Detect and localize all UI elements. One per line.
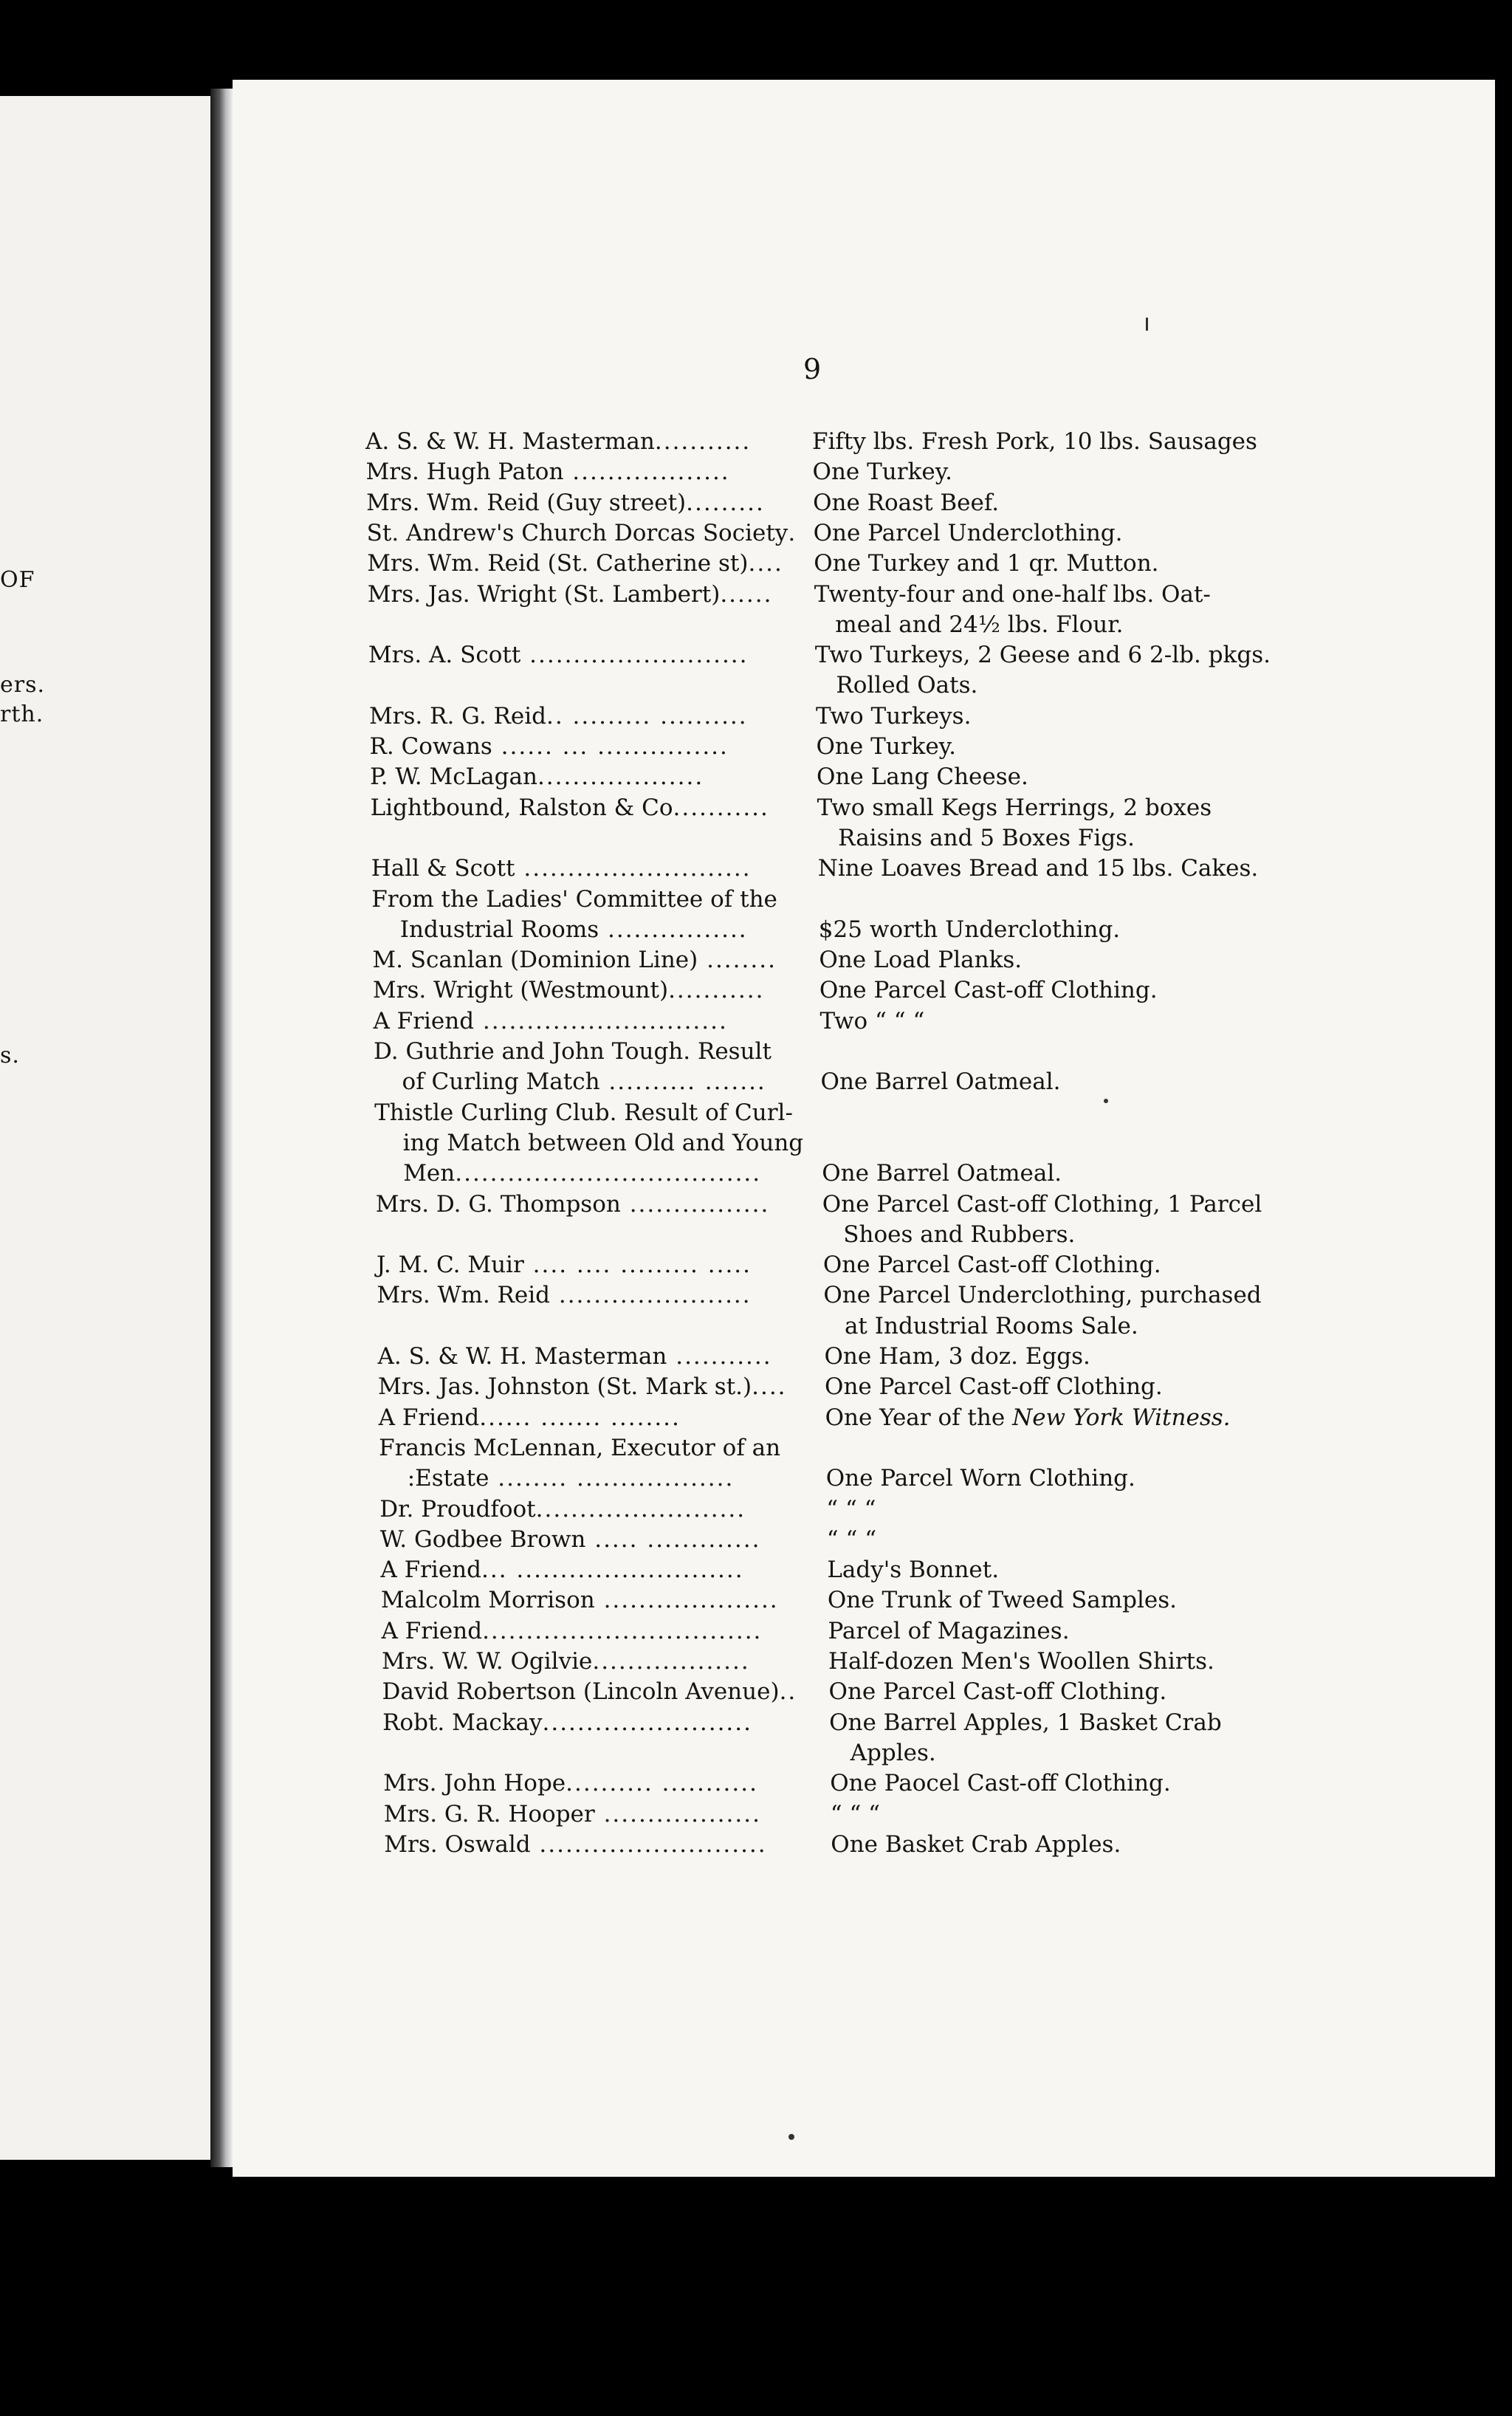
donation-item-text: “ “ “ <box>830 1800 881 1828</box>
donor-name: :Estate <box>407 1465 489 1492</box>
donor-name: A. S. & W. H. Masterman <box>365 428 655 455</box>
dot-leader: .......... ....... <box>599 1068 766 1096</box>
donor-name: Malcolm Morrison <box>380 1587 595 1614</box>
dot-leader: ......................... <box>520 642 749 669</box>
donor-name: A. S. & W. H. Masterman <box>377 1343 667 1370</box>
donation-item-text: One Parcel Cast-off Clothing. <box>828 1678 1167 1706</box>
donation-item-text: Twenty-four and one-half lbs. Oat- <box>814 580 1211 608</box>
donation-entry <box>374 1037 772 1066</box>
dot-leader: ........... <box>654 428 752 455</box>
donation-item <box>814 518 1123 548</box>
dot-leader: ........... <box>673 794 769 821</box>
donation-item-text: One Turkey and 1 qr. Mutton. <box>814 550 1159 577</box>
donation-item <box>819 945 1022 975</box>
donation-item-text: Two small Kegs Herrings, 2 boxes <box>817 794 1212 821</box>
donation-entry <box>365 427 751 456</box>
donation-item <box>830 1768 1171 1798</box>
donation-item <box>817 762 1028 792</box>
donation-item <box>822 1159 1062 1188</box>
donor-name: Francis McLennan, Executor of an <box>379 1434 781 1461</box>
donor-name: Mrs. John Hope <box>383 1770 566 1797</box>
donation-entry <box>381 1616 762 1646</box>
donation-entry <box>371 793 769 823</box>
donation-item-text: Fifty lbs. Fresh Pork, 10 lbs. Sausages <box>812 428 1257 455</box>
donation-item <box>821 1067 1061 1097</box>
donation-item-text: One Load Planks. <box>819 947 1023 974</box>
donor-name: Mrs. Jas. Wright (St. Lambert) <box>367 580 721 608</box>
donation-item <box>827 1555 999 1585</box>
donation-item-text: One Parcel Worn Clothing. <box>825 1465 1135 1492</box>
dot-leader: .......... ........... <box>566 1770 758 1797</box>
donation-item <box>813 457 952 487</box>
donation-item-italic: New York Witness. <box>1012 1404 1231 1431</box>
donation-entry <box>403 1128 804 1158</box>
donation-entry <box>379 1403 681 1432</box>
dot-leader: ................................ <box>482 1617 763 1644</box>
donation-entry <box>384 1830 766 1859</box>
donation-item <box>817 793 1212 823</box>
dot-leader: ................ <box>599 916 748 943</box>
dot-leader: .................. <box>592 1648 750 1675</box>
donation-item-text: One Parcel Cast-off Clothing. <box>825 1373 1163 1401</box>
dot-leader: ..... ............. <box>585 1526 761 1553</box>
donation-item <box>825 1342 1090 1371</box>
donation-item <box>817 732 956 761</box>
donation-entry <box>383 1768 758 1798</box>
donor-name: Mrs. Jas. Johnston (St. Mark st.) <box>378 1373 752 1401</box>
ink-speck <box>1146 318 1148 331</box>
donation-item-text: “ “ “ <box>826 1495 876 1523</box>
donor-name: A Friend <box>373 1007 475 1034</box>
donation-entry <box>367 518 797 548</box>
donation-item <box>815 640 1271 670</box>
donation-entry <box>382 1708 752 1737</box>
dot-leader: ........ <box>698 947 777 974</box>
donation-entry <box>380 1525 761 1554</box>
donation-entry <box>377 1280 751 1310</box>
donation-entry <box>376 1190 770 1219</box>
dot-leader: ... .......................... <box>481 1557 744 1584</box>
dot-leader: ...... ....... ........ <box>479 1404 681 1431</box>
left-page-edge <box>0 96 210 2160</box>
donor-name: Mrs. Hugh Paton <box>365 459 564 486</box>
donor-name: Mrs. Wm. Reid (St. Catherine st) <box>367 550 749 577</box>
donor-name: Mrs. Wright (Westmount) <box>372 977 669 1004</box>
donation-entry <box>366 488 765 518</box>
donation-entry <box>377 1250 752 1280</box>
donor-name: Mrs. A. Scott <box>368 642 521 669</box>
ink-speck <box>788 2134 794 2140</box>
donor-name: ing Match between Old and Young <box>402 1129 804 1156</box>
donation-item <box>819 975 1158 1005</box>
donation-item <box>823 1280 1261 1310</box>
donor-name: Mrs. Wm. Reid <box>377 1282 550 1309</box>
donor-name: Dr. Proudfoot <box>379 1495 536 1523</box>
donation-entry <box>379 1433 780 1463</box>
donor-name: Robt. Mackay <box>382 1709 543 1736</box>
donor-name: Mrs. R. G. Reid <box>368 702 546 730</box>
donation-item-text: Parcel of Magazines. <box>828 1617 1070 1644</box>
donation-item-text: One Barrel Apples, 1 Basket Crab <box>829 1709 1222 1736</box>
donor-name: Men <box>403 1160 456 1187</box>
donor-name: Mrs. Wm. Reid (Guy street) <box>366 489 687 516</box>
donation-item <box>828 1647 1214 1676</box>
donation-item <box>822 1190 1262 1219</box>
donation-item-continuation: meal and 24½ lbs. Flour. <box>835 611 1124 638</box>
ink-speck <box>1104 1099 1108 1103</box>
dot-leader: ............................ <box>474 1007 728 1034</box>
donation-entry <box>367 549 783 578</box>
donation-entry <box>382 1677 797 1706</box>
donor-name: Lightbound, Ralston & Co <box>370 794 673 821</box>
donor-name: A Friend <box>380 1557 481 1584</box>
donation-entry <box>371 854 752 883</box>
dot-leader: .......................... <box>530 1830 767 1858</box>
donation-item-continuation: Apples. <box>850 1739 936 1766</box>
donation-item-text: One Ham, 3 doz. Eggs. <box>824 1343 1090 1370</box>
donation-item <box>812 427 1257 456</box>
donor-name: P. W. McLagan <box>370 763 537 791</box>
donor-name: M. Scanlan (Dominion Line) <box>372 947 698 974</box>
donation-item-text: One Basket Crab Apples. <box>831 1830 1121 1858</box>
dot-leader: ........................ <box>542 1709 752 1736</box>
donation-item-text: One Parcel Cast-off Clothing. <box>822 1252 1161 1279</box>
donation-item-text: One Roast Beef. <box>813 489 1000 516</box>
dot-leader: ........ .................. <box>489 1465 735 1492</box>
dot-leader: .... .... ......... ..... <box>523 1252 752 1279</box>
dot-leader: ................ <box>620 1190 770 1218</box>
donation-item <box>814 549 1158 578</box>
donation-entry <box>374 1098 793 1128</box>
donation-item <box>827 1525 876 1554</box>
dot-leader: .......................... <box>515 855 752 882</box>
donation-item-text: One Turkey. <box>812 459 952 486</box>
donation-item-continuation: at Industrial Rooms Sale. <box>844 1312 1138 1339</box>
donation-item <box>829 1677 1167 1706</box>
donation-item-text: Lady's Bonnet. <box>827 1557 1000 1584</box>
donation-entry <box>369 701 748 731</box>
dot-leader: . <box>788 519 797 546</box>
dot-leader: ........................ <box>535 1495 746 1523</box>
donor-name: of Curling Match <box>402 1068 600 1096</box>
donation-item <box>825 1372 1163 1401</box>
donation-entry <box>373 975 765 1005</box>
donation-item <box>831 1830 1121 1859</box>
donation-item <box>816 701 972 731</box>
donation-item-text: Half-dozen Men's Woollen Shirts. <box>828 1648 1214 1675</box>
donation-entry <box>370 732 729 761</box>
dot-leader: .. ......... .......... <box>546 702 748 730</box>
donation-entry <box>408 1463 735 1493</box>
donation-item-text: Two “ “ “ <box>819 1007 925 1034</box>
donation-item <box>831 1799 880 1829</box>
dot-leader: .................... <box>594 1587 779 1614</box>
donation-entry <box>379 1494 746 1524</box>
donation-entry <box>384 1799 761 1829</box>
donation-item-text: One Parcel Underclothing. <box>813 519 1123 546</box>
page-number: 9 <box>803 353 822 385</box>
donor-name: Mrs. W. W. Ogilvie <box>382 1648 593 1675</box>
donation-entry <box>368 640 749 670</box>
donation-entry <box>372 945 777 975</box>
donation-item-continuation: Rolled Oats. <box>836 672 978 699</box>
donor-name: David Robertson (Lincoln Avenue) <box>382 1678 780 1706</box>
dot-leader: ................... <box>537 763 704 791</box>
donation-item <box>826 1494 876 1524</box>
donor-name: Mrs. D. G. Thompson <box>375 1190 621 1218</box>
donation-item <box>819 915 1120 944</box>
donation-item-text: One Year of the <box>825 1404 1013 1431</box>
donor-name: Industrial Rooms <box>399 916 599 943</box>
donation-item <box>813 488 999 518</box>
donation-entry <box>378 1372 787 1401</box>
donation-item <box>826 1463 1135 1493</box>
dot-leader: .................. <box>594 1800 761 1828</box>
donation-item-text: One Trunk of Tweed Samples. <box>827 1587 1178 1614</box>
donation-item-text: Nine Loaves Bread and 15 lbs. Cakes. <box>817 855 1259 882</box>
donor-name: St. Andrew's Church Dorcas Society <box>366 519 788 546</box>
donation-item-text: Two Turkeys, 2 Geese and 6 2-lb. pkgs. <box>814 642 1271 669</box>
dot-leader: ................................... <box>455 1160 762 1187</box>
donation-item <box>825 1403 1231 1432</box>
donation-item <box>828 1585 1177 1615</box>
donor-name: R. Cowans <box>369 733 492 760</box>
donation-item-text: Two Turkeys. <box>815 702 972 730</box>
donation-entry <box>368 580 773 609</box>
donation-entry <box>402 1067 766 1097</box>
donation-item <box>814 580 1211 609</box>
left-page-fragment: ers. <box>0 672 46 698</box>
donation-item-text: One Parcel Underclothing, purchased <box>823 1282 1262 1309</box>
dot-leader: ........... <box>667 1343 772 1370</box>
donation-item-text: “ “ “ <box>826 1526 877 1553</box>
donation-item <box>818 854 1259 883</box>
donation-item-text: One Barrel Oatmeal. <box>820 1068 1061 1096</box>
donation-item-text: One Paocel Cast-off Clothing. <box>830 1770 1171 1797</box>
donation-entry <box>381 1585 779 1615</box>
donor-name: Mrs. G. R. Hooper <box>383 1800 595 1828</box>
donation-entry <box>373 1006 727 1036</box>
donation-item-text: One Parcel Cast-off Clothing. <box>819 977 1158 1004</box>
donation-item-continuation: Shoes and Rubbers. <box>843 1221 1076 1248</box>
dot-leader: ...................... <box>549 1282 752 1309</box>
donor-name: Thistle Curling Club. Result of Curl- <box>374 1099 793 1126</box>
donation-item <box>829 1708 1222 1737</box>
donor-name: A Friend <box>378 1404 480 1431</box>
donation-item-text: One Barrel Oatmeal. <box>822 1160 1062 1187</box>
left-page-fragment: rth. <box>0 701 44 727</box>
donation-entry <box>403 1159 761 1188</box>
dot-leader: .... <box>748 550 783 577</box>
donor-name: W. Godbee Brown <box>379 1526 586 1553</box>
donation-item-text: $25 worth Underclothing. <box>818 916 1121 943</box>
dot-leader: ...... <box>720 580 773 608</box>
dot-leader: .................. <box>563 459 730 486</box>
donation-entry <box>378 1342 772 1371</box>
dot-leader: .... <box>752 1373 787 1401</box>
donation-entry <box>380 1555 743 1585</box>
donation-item-text: One Turkey. <box>816 733 956 760</box>
donation-entry <box>366 457 730 487</box>
donation-item-text: One Parcel Cast-off Clothing, 1 Parcel <box>822 1190 1262 1218</box>
donation-item <box>823 1250 1161 1280</box>
donation-item <box>819 1006 924 1036</box>
dot-leader: ...... ... ............... <box>492 733 729 760</box>
donation-entry <box>370 762 704 792</box>
donation-item-text: One Lang Cheese. <box>817 763 1028 791</box>
dot-leader: ........... <box>668 977 765 1004</box>
book-gutter <box>210 89 233 2167</box>
donor-name: J. M. C. Muir <box>376 1252 524 1279</box>
donation-entry <box>400 915 748 944</box>
dot-leader: .. <box>779 1678 797 1706</box>
donor-name: Mrs. Oswald <box>384 1830 531 1858</box>
donor-name: A Friend <box>381 1617 483 1644</box>
donor-name: D. Guthrie and John Tough. Result <box>374 1038 772 1065</box>
left-page-fragment: OF <box>0 567 35 593</box>
left-page-fragment: s. <box>0 1043 20 1068</box>
dot-leader: ......... <box>686 489 765 516</box>
donation-item <box>828 1616 1069 1646</box>
donation-entry <box>382 1647 750 1676</box>
donation-entry <box>371 885 777 914</box>
donor-name: Hall & Scott <box>371 855 515 882</box>
donation-item-continuation: Raisins and 5 Boxes Figs. <box>838 824 1135 851</box>
donor-name: From the Ladies' Committee of the <box>371 885 777 913</box>
